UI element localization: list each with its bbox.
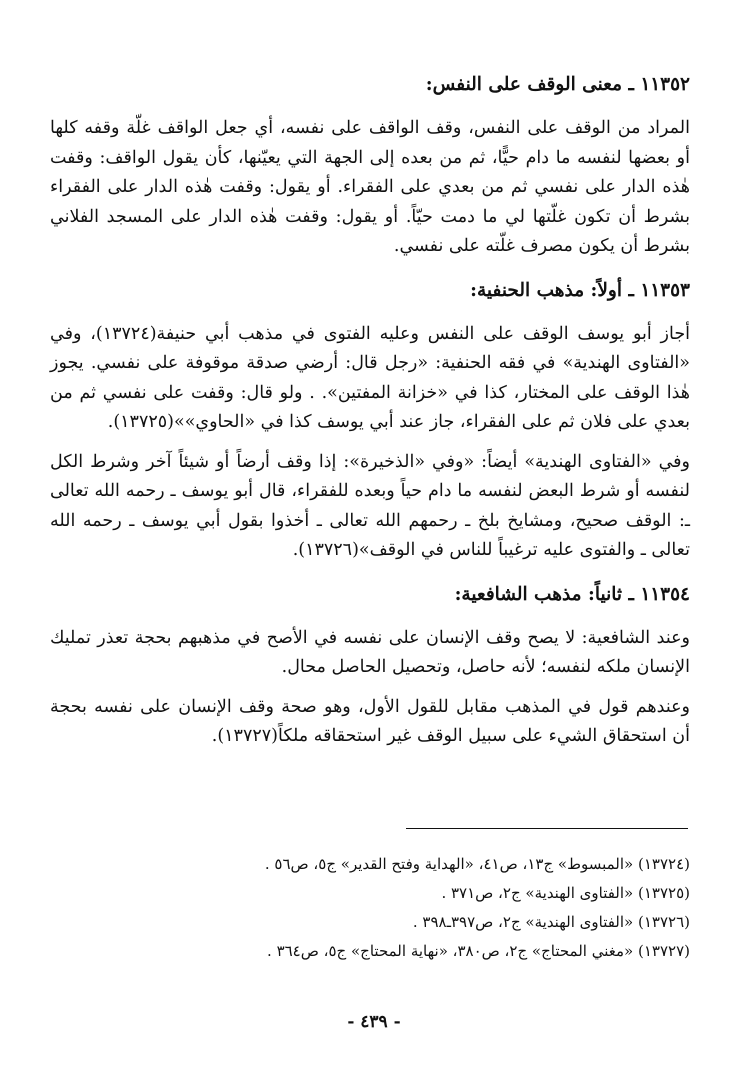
footnotes (60, 850, 690, 966)
section-heading-11353: ١١٣٥٣ ـ أولاً: مذهب الحنفية: (470, 279, 690, 301)
page-number: - ٤٣٩ - (347, 1012, 401, 1032)
section-heading-11352: ١١٣٥٢ ـ معنى الوقف على النفس: (425, 74, 690, 95)
footnote-13726: (١٣٧٢٦) «الفتاوى الهندية» ج٢، ص٣٩٧ـ٣٩٨ . (412, 913, 690, 931)
page-body (50, 70, 690, 762)
section-heading-11354: ١١٣٥٤ ـ ثانياً: مذهب الشافعية: (454, 583, 690, 605)
paragraph-shafii-2: وعندهم قول في المذهب مقابل للقول الأول، وهو صحة وقف الإنسان على نفسه بحجة أن استحقاق الشيء على سبيل الوقف غير استحقاقه ملكاً(١٣٧٢٧). (50, 696, 690, 746)
footnote-13725: (١٣٧٢٥) «الفتاوى الهندية» ج٢، ص٣٧١ . (441, 884, 690, 902)
footnote-divider (406, 828, 688, 829)
footnote-13727: (١٣٧٢٧) «مغني المحتاج» ج٢، ص٣٨٠، «نهاية المحتاج» ج٥، ص٣٦٤ . (267, 942, 690, 960)
paragraph-definition: المراد من الوقف على النفس، وقف الواقف على نفسه، أي جعل الواقف غلّة وقفه كلها أو بعضها لنفسه ما دام حيًّا، ثم من بعده إلى الجهة التي يعيّنها، كأن يقول الواقف: وقفت هٰذه الدار على نفسي ثم من بعدي على الفقراء. أو يقول: وقفت هٰذه الدار على الفقراء بشرط أن تكون غلّتها لي ما دمت حيّاً. أو يقول: وقفت هٰذه الدار على المسجد الفلاني بشرط أن يكون مصرف غلّته على نفسي. (50, 118, 690, 256)
paragraph-hanafi-2: وفي «الفتاوى الهندية» أيضاً: «وفي «الذخيرة»: إذا وقف أرضاً أو شيئاً آخر وشرط الكل لنفسه أو شرط البعض لنفسه ما دام حياً وبعده للفقراء، قال أبو يوسف ـ رحمه الله تعالى ـ: الوقف صحيح، ومشايخ بلخ ـ رحمهم الله تعالى ـ أخذوا بقول أبي يوسف ـ رحمه الله تعالى ـ والفتوى عليه ترغيباً للناس في الوقف»(١٣٧٢٦). (50, 451, 690, 560)
paragraph-shafii-1: وعند الشافعية: لا يصح وقف الإنسان على نفسه في الأصح في مذهبهم بحجة تعذر تمليك الإنسان ملكه لنفسه؛ لأنه حاصل، وتحصيل الحاصل محال. (50, 627, 690, 677)
footnote-13724: (١٣٧٢٤) «المبسوط» ج١٣، ص٤١، «الهداية وفتح القدير» ج٥، ص٥٦ . (264, 855, 690, 873)
paragraph-hanafi-1: أجاز أبو يوسف الوقف على النفس وعليه الفتوى في مذهب أبي حنيفة(١٣٧٢٤)، وفي «الفتاوى الهندية» في فقه الحنفية: «رجل قال: أرضي صدقة موقوفة على نفسي. يجوز هٰذا الوقف على المختار، كذا في «خزانة المفتين». . ولو قال: وقفت على نفسي ثم من بعدي على فلان ثم على الفقراء، جاز عند أبي يوسف كذا في «الحاوي»»(١٣٧٢٥). (50, 323, 691, 432)
